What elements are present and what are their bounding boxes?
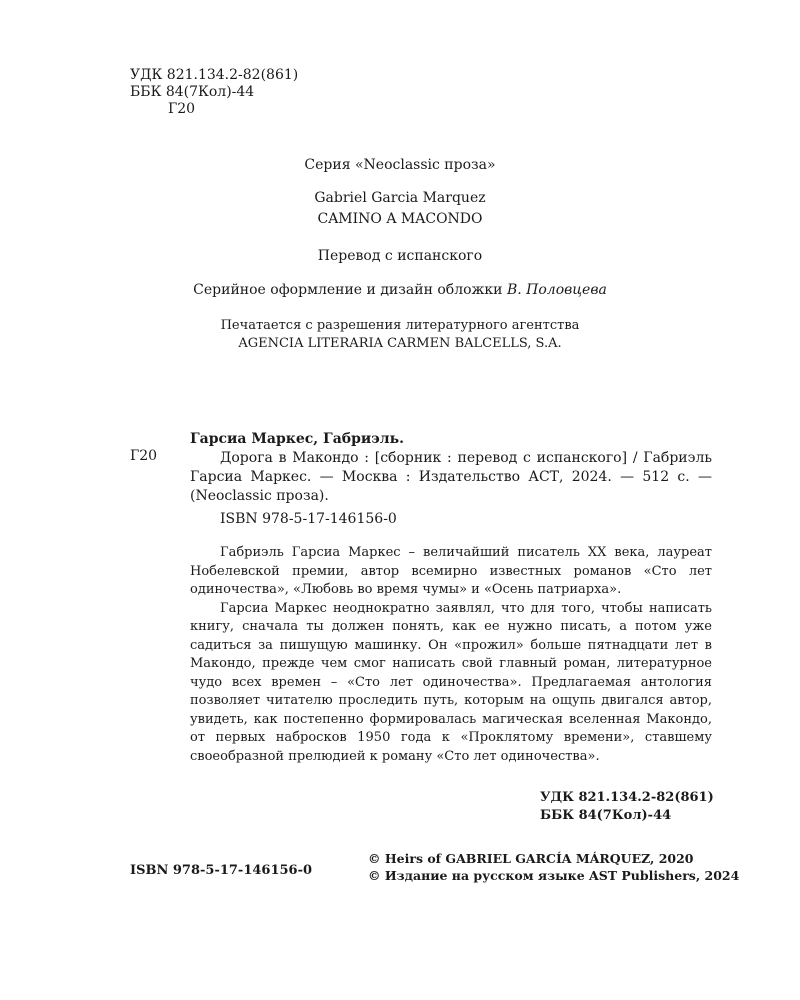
permission-line-1: Печатается с разрешения литературного агентства: [220, 318, 580, 333]
footer-bbk: ББК 84(7Кол)-44: [540, 808, 672, 823]
bbk-code: ББК 84(7Кол)-44: [130, 84, 255, 100]
original-title: CAMINO A MACONDO: [317, 211, 483, 227]
design-text: Серийное оформление и дизайн обложки: [193, 282, 503, 298]
copyright-heirs: © Heirs of GABRIEL GARCÍA MÁRQUEZ, 2020: [368, 851, 694, 866]
catalog-description: Дорога в Макондо : [сборник : перевод с испанского] / Габриэль Гарсиа Маркес. — Москва : Издательство АСТ, 2024. — 512 с. — (Neoclassic проза).: [190, 450, 712, 504]
footer-classification: [540, 789, 714, 825]
catalog-isbn: ISBN 978-5-17-146156-0: [220, 511, 397, 527]
isbn-footer: ISBN 978-5-17-146156-0: [130, 863, 313, 878]
permission-line-2: AGENCIA LITERARIA CARMEN BALCELLS, S.A.: [238, 336, 562, 351]
designer-name: В. Половцева: [506, 282, 607, 298]
annotation-paragraph-1: Габриэль Гарсиа Маркес – величайший писатель XX века, лауреат Нобелевской премии, автор всемирно известных романов «Сто лет одиночества», «Любовь во время чумы» и «Осень патриарха».: [190, 545, 712, 597]
design-credit: [0, 282, 800, 298]
annotation: [190, 544, 712, 766]
copyright-edition: © Издание на русском языке AST Publishers, 2024: [368, 868, 740, 883]
author-mark: Г20: [168, 101, 196, 117]
catalog-author-heading: Гарсиа Маркес, Габриэль.: [190, 431, 405, 447]
footer-udk: УДК 821.134.2-82(861): [540, 790, 714, 805]
udk-code: УДК 821.134.2-82(861): [130, 67, 299, 83]
classification-header: [130, 67, 298, 118]
annotation-paragraph-2: Гарсиа Маркес неоднократно заявлял, что для того, чтобы написать книгу, сначала ты должен понять, как ее нужно писать, а потом уже садиться за пишущую машинку. Он «прожил» больше пятнадцати лет в Макондо, прежде чем смог написать свой главный роман, литературное чудо всех времен – «Сто лет одиночества». Предлагаемая антология позволяет читателю проследить путь, которым на ощупь двигался автор, увидеть, как постепенно формировалась магическая вселенная Макондо, от первых набросков 1950 года к «Проклятому времени», ставшему своеобразной прелюдией к роману «Сто лет одиночества».: [190, 600, 712, 764]
original-author: Gabriel Garcia Marquez: [314, 190, 486, 206]
bibliographic-record: [190, 430, 712, 529]
permission-note: [0, 317, 800, 353]
catalog-author-mark: Г20: [130, 448, 158, 464]
copyright-block: [368, 850, 739, 884]
translation-note: Перевод с испанского: [317, 248, 483, 264]
series-line: Серия «Neoclassic проза»: [304, 157, 496, 173]
